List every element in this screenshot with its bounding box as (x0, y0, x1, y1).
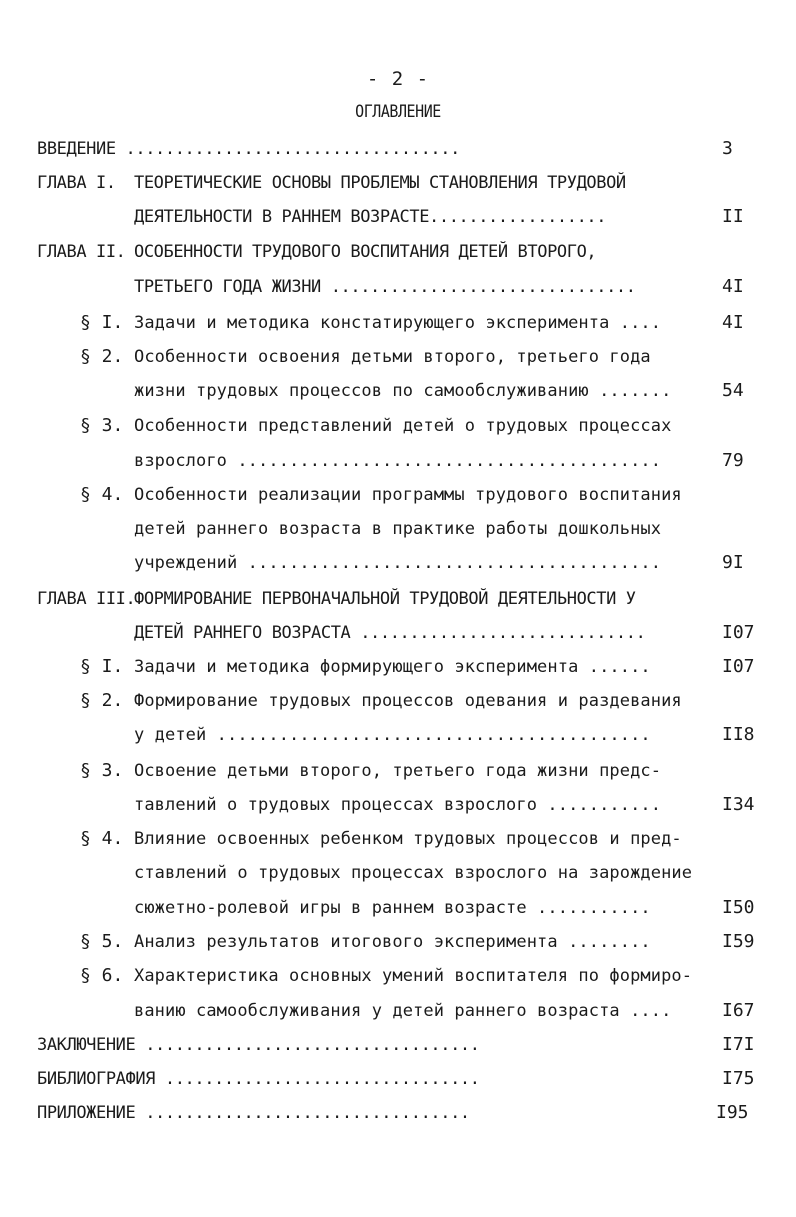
page-number: - 2 - (366, 68, 430, 90)
chapter-title-line: ДЕЯТЕЛЬНОСТИ В РАННЕМ ВОЗРАСТЕ.................. (134, 207, 607, 227)
section-number: § 4. (80, 484, 124, 505)
section-number: § 2. (80, 690, 124, 711)
chapter-label: ГЛАВА II. (37, 242, 126, 262)
page-ref: 79 (722, 450, 744, 471)
section-line: взрослого ......................................... (134, 451, 662, 471)
section-line: ванию самообслуживания у детей раннего возраста .... (134, 1001, 672, 1021)
toc-entry-bibliography (37, 1068, 480, 1090)
section-number: § 4. (80, 828, 124, 849)
section-line: Освоение детьми второго, третьего года жизни предс- (134, 761, 662, 781)
section-number: § 3. (80, 415, 124, 436)
section-number: § I. (80, 312, 124, 333)
section-line: Характеристика основных умений воспитателя по формиро- (134, 966, 693, 986)
section-line: Анализ результатов итогового эксперимента ........ (134, 932, 651, 952)
section-line: жизни трудовых процессов по самообслуживанию ....... (134, 381, 672, 401)
section-line: у детей .......................................... (134, 725, 651, 745)
leader-dots: ............................... (320, 277, 636, 297)
toc-title: ОГЛАВЛЕНИЕ (355, 102, 441, 122)
page-ref: I67 (722, 1000, 755, 1021)
page-ref: II (722, 206, 744, 227)
entry-title: ПРИЛОЖЕНИЕ (37, 1103, 136, 1123)
toc-entry-conclusion (37, 1034, 480, 1056)
section-line: Формирование трудовых процессов одевания и раздевания (134, 691, 682, 711)
chapter-title-line: ТРЕТЬЕГО ГОДА ЖИЗНИ ............................... (134, 277, 636, 297)
page-ref: 4I (722, 312, 744, 333)
page-ref: 54 (722, 380, 744, 401)
leader-dots: ............................. (350, 623, 646, 643)
section-line: ставлений о трудовых процессах взрослого на зарождение (134, 863, 693, 883)
section-number: § 2. (80, 346, 124, 367)
section-line: Особенности освоения детьми второго, третьего года (134, 347, 651, 367)
page-ref: I95 (716, 1102, 749, 1123)
entry-title: ЗАКЛЮЧЕНИЕ (37, 1035, 136, 1055)
chapter-title-line: ФОРМИРОВАНИЕ ПЕРВОНАЧАЛЬНОЙ ТРУДОВОЙ ДЕЯТЕЛЬНОСТИ У (134, 589, 636, 609)
entry-title: ВВЕДЕНИЕ (37, 139, 116, 159)
section-number: § 5. (80, 931, 124, 952)
section-line: Особенности представлений детей о трудовых процессах (134, 416, 672, 436)
page-ref: I07 (722, 622, 755, 643)
chapter-title-line: ОСОБЕННОСТИ ТРУДОВОГО ВОСПИТАНИЯ ДЕТЕЙ ВТОРОГО, (134, 242, 597, 262)
section-line: Влияние освоенных ребенком трудовых процессов и пред- (134, 829, 682, 849)
page-ref: I59 (722, 931, 755, 952)
leader-dots: .................................. (135, 1035, 480, 1055)
section-line: Особенности реализации программы трудового воспитания (134, 485, 682, 505)
section-line: тавлений о трудовых процессах взрослого ........... (134, 795, 662, 815)
page-ref: 9I (722, 552, 744, 573)
section-line: сюжетно-ролевой игры в раннем возрасте ........... (134, 898, 651, 918)
section-number: § I. (80, 656, 124, 677)
chapter-label: ГЛАВА I. (37, 173, 116, 193)
page-ref: I7I (722, 1034, 755, 1055)
leader-dots: .................................. (115, 139, 460, 159)
page-ref: II8 (722, 724, 755, 745)
page-ref: 3 (722, 138, 733, 159)
entry-title: БИБЛИОГРАФИЯ (37, 1069, 156, 1089)
chapter-label: ГЛАВА III. (37, 589, 136, 609)
page-ref: 4I (722, 276, 744, 297)
page-ref: I34 (722, 794, 755, 815)
section-line: Задачи и методика формирующего эксперимента ...... (134, 657, 651, 677)
leader-dots: ................................. (135, 1103, 470, 1123)
page-ref: I50 (722, 897, 755, 918)
toc-entry-appendix (37, 1102, 470, 1124)
section-number: § 6. (80, 965, 124, 986)
chapter-title-line: ТЕОРЕТИЧЕСКИЕ ОСНОВЫ ПРОБЛЕМЫ СТАНОВЛЕНИЯ ТРУДОВОЙ (134, 173, 626, 193)
leader-dots: ................................ (155, 1069, 480, 1089)
section-line: Задачи и методика констатирующего эксперимента .... (134, 313, 662, 333)
chapter-title-line: ДЕТЕЙ РАННЕГО ВОЗРАСТА ............................. (134, 623, 646, 643)
section-number: § 3. (80, 760, 124, 781)
section-line: детей раннего возраста в практике работы дошкольных (134, 519, 662, 539)
section-line: учреждений ........................................ (134, 553, 662, 573)
leader-dots: .................. (429, 207, 607, 227)
page-ref: I07 (722, 656, 755, 677)
page-ref: I75 (722, 1068, 755, 1089)
toc-entry-intro (37, 138, 460, 160)
